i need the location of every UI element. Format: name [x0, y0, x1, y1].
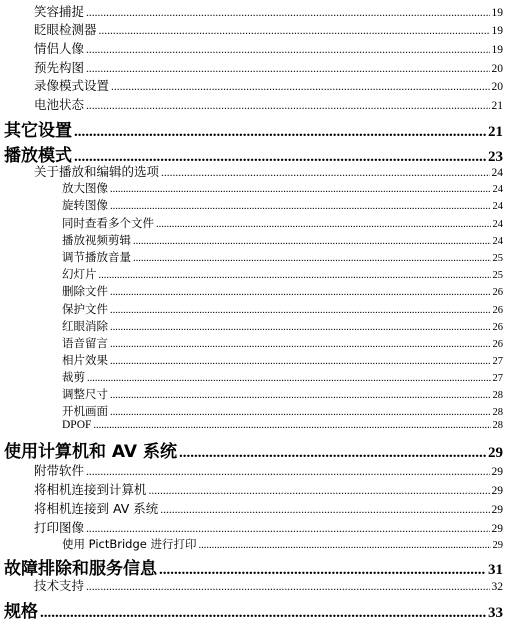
toc-chapter[interactable] — [4, 437, 503, 461]
toc-subentry[interactable] — [62, 266, 503, 282]
toc-entry-page: 29 — [491, 466, 503, 478]
toc-entry-title: 关于播放和编辑的选项 — [34, 164, 160, 179]
toc-subentry-page: 26 — [492, 287, 503, 298]
toc-entry[interactable] — [34, 20, 503, 38]
toc-chapter-title: 规格 — [4, 602, 38, 622]
toc-entry[interactable] — [34, 461, 503, 479]
toc-dot-leader — [74, 124, 486, 141]
toc-subentry-title: 删除文件 — [62, 284, 108, 298]
toc-entry[interactable] — [34, 58, 503, 76]
toc-entry-page: 21 — [491, 100, 503, 112]
toc-subentry-page: 24 — [492, 184, 503, 195]
toc-subentry-title: DPOF — [62, 419, 92, 431]
toc-subentry[interactable] — [62, 419, 503, 435]
toc-dot-leader — [86, 523, 489, 535]
toc-chapter-title: 故障排除和服务信息 — [4, 559, 157, 579]
toc-entry[interactable] — [34, 480, 503, 498]
toc-subentry-title: 使用 PictBridge 进行打印 — [62, 537, 197, 551]
toc-dot-leader — [86, 7, 489, 19]
toc-subentry-page: 24 — [492, 201, 503, 212]
toc-entry-title: 将相机连接到计算机 — [34, 482, 147, 497]
toc-entry-page: 20 — [491, 81, 503, 93]
toc-entry-page: 20 — [491, 63, 503, 75]
toc-subentry[interactable] — [62, 283, 503, 299]
toc-entry[interactable] — [34, 499, 503, 517]
toc-subentry-title: 裁剪 — [62, 370, 85, 384]
toc-subentry-title: 调整尺寸 — [62, 387, 108, 401]
toc-subentry[interactable] — [62, 197, 503, 213]
toc-dot-leader — [99, 25, 490, 37]
toc-subentry-title: 保护文件 — [62, 302, 108, 316]
toc-subentry[interactable] — [62, 335, 503, 351]
toc-subentry[interactable] — [62, 301, 503, 317]
toc-chapter-page: 29 — [488, 445, 503, 461]
toc-entry-title: 情侣人像 — [34, 41, 85, 56]
toc-entry-title: 录像模式设置 — [34, 78, 110, 93]
toc-subentry-page: 27 — [492, 356, 503, 367]
toc-dot-leader — [93, 420, 490, 431]
toc-entry-title: 打印图像 — [34, 520, 85, 535]
toc-dot-leader — [86, 63, 489, 75]
toc-dot-leader — [199, 540, 491, 551]
toc-subentry[interactable] — [62, 386, 503, 402]
toc-entry[interactable] — [34, 39, 503, 57]
toc-entry[interactable] — [34, 162, 503, 180]
toc-subentry-title: 开机画面 — [62, 404, 108, 418]
toc-subentry[interactable] — [62, 318, 503, 334]
toc-chapter[interactable] — [4, 116, 503, 140]
toc-dot-leader — [161, 167, 489, 179]
toc-dot-leader — [133, 253, 491, 264]
toc-subentry-page: 26 — [492, 339, 503, 350]
toc-entry-page: 19 — [491, 7, 503, 19]
toc-entry-title: 技术支持 — [34, 578, 85, 593]
toc-entry[interactable] — [34, 2, 503, 20]
toc-entry-title: 附带软件 — [34, 463, 85, 478]
toc-subentry[interactable] — [62, 232, 503, 248]
toc-entry-page: 29 — [491, 504, 503, 516]
toc-subentry-title: 播放视频剪辑 — [62, 233, 131, 247]
toc-dot-leader — [156, 219, 491, 230]
toc-dot-leader — [160, 504, 489, 516]
toc-subentry-page: 28 — [492, 407, 503, 418]
toc-entry[interactable] — [34, 95, 503, 113]
toc-chapter-page: 21 — [488, 124, 503, 140]
toc-entry-page: 24 — [491, 167, 503, 179]
toc-subentry-title: 调节播放音量 — [62, 250, 131, 264]
toc-entry-page: 19 — [491, 25, 503, 37]
toc-chapter[interactable] — [4, 597, 503, 621]
toc-dot-leader — [110, 305, 491, 316]
toc-entry-title: 将相机连接到 AV 系统 — [34, 501, 159, 516]
toc-dot-leader — [179, 445, 486, 462]
toc-chapter-page: 33 — [488, 605, 503, 621]
toc-entry-page: 29 — [491, 485, 503, 497]
toc-entry[interactable] — [34, 76, 503, 94]
toc-chapter-page: 31 — [488, 562, 503, 578]
toc-subentry[interactable] — [62, 249, 503, 265]
toc-chapter[interactable] — [4, 554, 503, 578]
toc-chapter-page: 23 — [488, 149, 503, 165]
toc-chapter-title: 使用计算机和 AV 系统 — [4, 442, 177, 462]
toc-dot-leader — [86, 581, 489, 593]
toc-dot-leader — [110, 390, 491, 401]
toc-entry-page: 29 — [491, 523, 503, 535]
toc-chapter-title: 播放模式 — [4, 146, 72, 166]
toc-subentry-page: 24 — [492, 219, 503, 230]
toc-chapter-title: 其它设置 — [4, 121, 72, 141]
toc-dot-leader — [110, 322, 491, 333]
toc-subentry[interactable] — [62, 215, 503, 231]
toc-entry-title: 预先构图 — [34, 60, 85, 75]
toc-dot-leader — [110, 201, 491, 212]
toc-subentry-title: 红眼消除 — [62, 319, 108, 333]
toc-subentry-title: 同时查看多个文件 — [62, 216, 154, 230]
toc-subentry[interactable] — [62, 403, 503, 419]
toc-subentry-page: 25 — [492, 270, 503, 281]
toc-subentry-title: 相片效果 — [62, 353, 108, 367]
toc-dot-leader — [110, 287, 491, 298]
toc-subentry-page: 28 — [492, 420, 503, 431]
toc-entry-title: 电池状态 — [34, 97, 85, 112]
toc-dot-leader — [99, 270, 491, 281]
toc-dot-leader — [110, 356, 491, 367]
toc-dot-leader — [133, 236, 491, 247]
toc-dot-leader — [149, 485, 490, 497]
toc-subentry[interactable] — [62, 369, 503, 385]
toc-dot-leader — [86, 44, 489, 56]
toc-entry-page: 32 — [491, 581, 503, 593]
toc-subentry-page: 29 — [492, 540, 503, 551]
toc-entry[interactable] — [34, 576, 503, 594]
toc-dot-leader — [110, 339, 491, 350]
toc-entry-title: 眨眼检测器 — [34, 22, 97, 37]
toc-subentry[interactable] — [62, 352, 503, 368]
toc-subentry-title: 旋转图像 — [62, 198, 108, 212]
toc-dot-leader — [86, 100, 489, 112]
toc-dot-leader — [111, 81, 489, 93]
toc-subentry-page: 24 — [492, 236, 503, 247]
toc-dot-leader — [110, 407, 491, 418]
toc-dot-leader — [40, 605, 486, 622]
toc-subentry-page: 25 — [492, 253, 503, 264]
toc-entry-title: 笑容捕捉 — [34, 4, 85, 19]
toc-subentry-page: 28 — [492, 390, 503, 401]
toc-subentry-page: 27 — [492, 373, 503, 384]
toc-subentry-page: 26 — [492, 305, 503, 316]
toc-entry-page: 19 — [491, 44, 503, 56]
toc-subentry[interactable] — [62, 536, 503, 552]
toc-dot-leader — [87, 373, 491, 384]
toc-dot-leader — [110, 184, 491, 195]
toc-subentry-title: 语音留言 — [62, 336, 108, 350]
toc-entry[interactable] — [34, 518, 503, 536]
toc-dot-leader — [86, 466, 489, 478]
toc-subentry-title: 幻灯片 — [62, 267, 97, 281]
toc-subentry-title: 放大图像 — [62, 181, 108, 195]
toc-subentry[interactable] — [62, 180, 503, 196]
toc-subentry-page: 26 — [492, 322, 503, 333]
